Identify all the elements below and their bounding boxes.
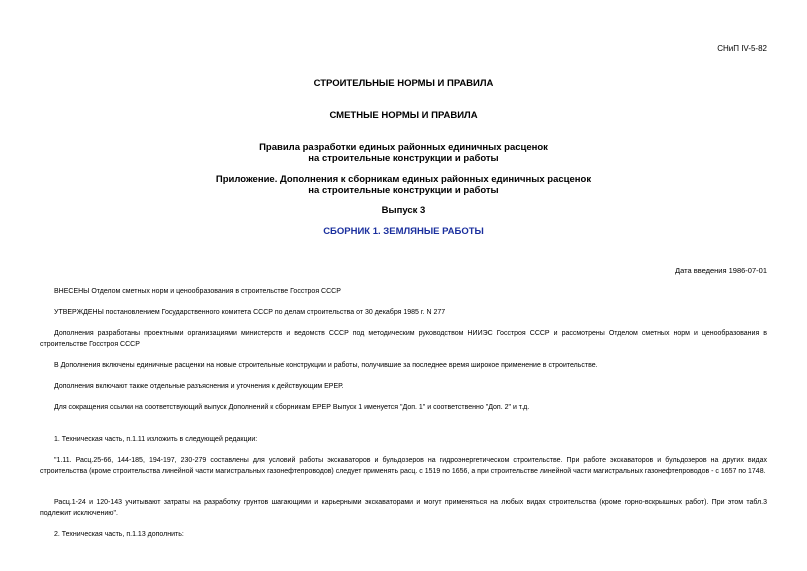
paragraph-clarifications: Дополнения включают также отдельные разъяснения и уточнения к действующим ЕРЕР. (54, 383, 344, 390)
paragraph-item1: 1. Техническая часть, п.1.11 изложить в следующей редакции: (54, 436, 258, 443)
collection-title: СБОРНИК 1. ЗЕМЛЯНЫЕ РАБОТЫ (323, 226, 484, 237)
effective-date: Дата введения 1986-07-01 (675, 266, 767, 275)
paragraph-item2: 2. Техническая часть, п.1.13 дополнить: (54, 531, 184, 538)
rules-title-line1: Правила разработки единых районных единичных расценок (259, 142, 548, 153)
paragraph-abbreviation: Для сокращения ссылки на соответствующий выпуск Дополнений к сборникам ЕРЕР Выпуск 1 именуется "Доп. 1" и соответственно "Доп. 2" и т.д. (54, 404, 530, 411)
paragraph-included: В Дополнения включены единичные расценки на новые строительные конструкции и работы, получившие за последнее время широкое применение в строительстве. (54, 362, 598, 369)
issue-number: Выпуск 3 (381, 205, 426, 216)
paragraph-item1-text2: Расц.1-24 и 120-143 учитывают затраты на разработку грунтов шагающими и карьерными экскаваторами и могут применяться на любых видах строительства (кроме горно-вскрышных работ). При этом табл.3 подлежит исключению". (40, 499, 767, 517)
paragraph-introduced: ВНЕСЕНЫ Отделом сметных норм и ценообразования в строительстве Госстроя СССР (54, 288, 341, 295)
main-title: СТРОИТЕЛЬНЫЕ НОРМЫ И ПРАВИЛА (313, 78, 494, 89)
appendix-title-line2: на строительные конструкции и работы (308, 185, 499, 196)
paragraph-item1-text: "1.11. Расц.25-66, 144-185, 194-197, 230-279 составлены для условий работы экскаваторов и бульдозеров на гидроэнергетическом строительстве. При работе экскаваторов и бульдозеров на других видах строительства (кроме строительства линейной части магистральных газонефтепроводов) следует применять расц. с 1519 по 1656, а при строительстве линейной части магистральных газонефтепроводов - с 1657 по 1748. (40, 457, 767, 475)
sub-title: СМЕТНЫЕ НОРМЫ И ПРАВИЛА (329, 110, 478, 121)
paragraph-approved: УТВЕРЖДЕНЫ постановлением Государственного комитета СССР по делам строительства от 30 декабря 1985 г. N 277 (54, 309, 446, 316)
appendix-title-line1: Приложение. Дополнения к сборникам единых районных единичных расценок (215, 174, 592, 185)
paragraph-developed: Дополнения разработаны проектными организациями министерств и ведомств СССР под методическим руководством НИИЭС Госстроя СССР и рассмотрены Отделом сметных норм и ценообразования в строительстве Госстроя СССР (40, 330, 767, 348)
rules-title-line2: на строительные конструкции и работы (308, 153, 499, 164)
document-code: СНиП IV-5-82 (717, 44, 767, 53)
